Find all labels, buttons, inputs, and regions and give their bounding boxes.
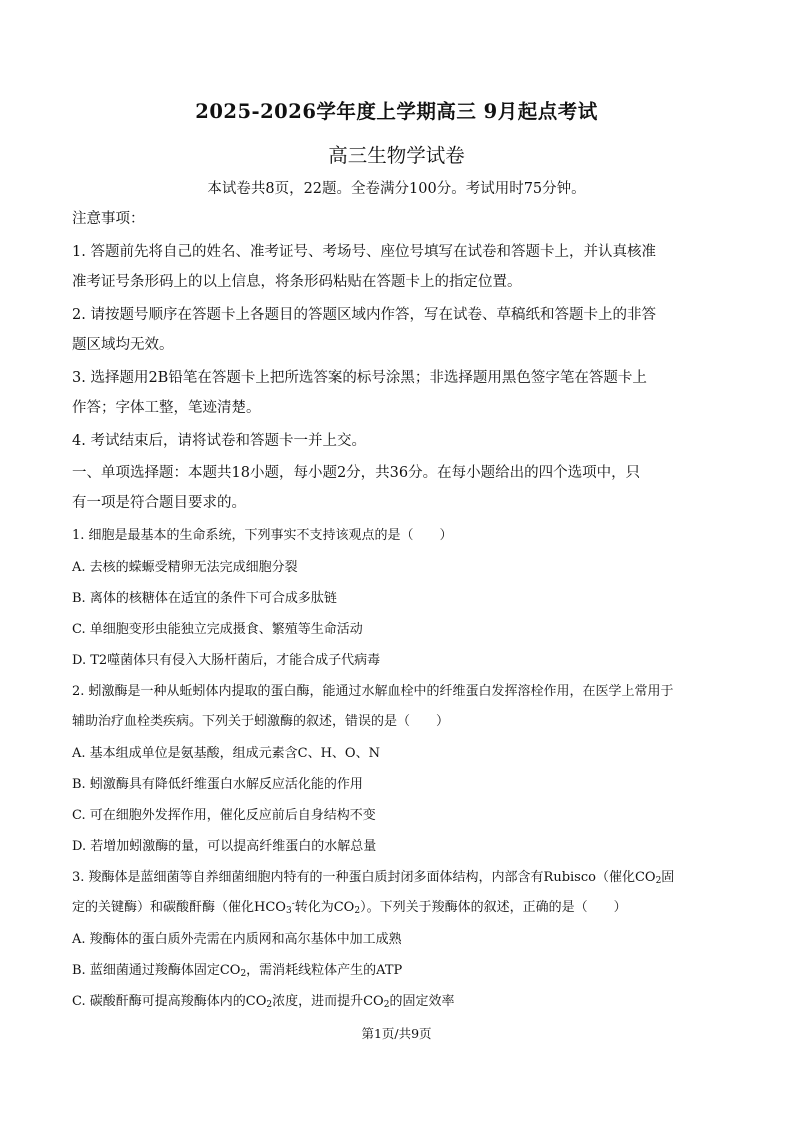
q1-option-a: A. 去核的蝾螈受精卵无法完成细胞分裂 [72, 560, 298, 575]
q3-option-b: B. 蓝细菌通过羧酶体固定$CO_2$，需消耗线粒体产生的ATP [72, 963, 403, 979]
q1-option-c: C. 单细胞变形虫能独立完成摄食、繁殖等生命活动 [72, 622, 363, 637]
notice-item-2-line-2: 题区域均无效。 [72, 337, 174, 353]
q1-option-b: B. 离体的核糖体在适宜的条件下可合成多肽链 [72, 591, 337, 606]
q3-stem-line-2: 定的关键酶）和碳酸酐酶（催化$HCO_3^-$转化为$CO_2$）。下列关于羧酶体的叙述，正确的是（ ） [72, 899, 627, 916]
q2-stem-line-1: 2. 蚓激酶是一种从蚯蚓体内提取的蛋白酶，能通过水解血栓中的纤维蛋白发挥溶栓作用，在医学上常用于 [72, 684, 674, 699]
exam-info: 本试卷共8页，22题。全卷满分100分。考试用时75分钟。 [207, 181, 586, 197]
q2-option-c: C. 可在细胞外发挥作用，催化反应前后自身结构不变 [72, 808, 376, 823]
notice-heading: 注意事项： [72, 211, 145, 227]
q3-option-c: C. 碳酸酐酶可提高羧酶体内的$CO_2$浓度，进而提升$CO_2$的固定效率 [72, 994, 455, 1010]
q2-option-d: D. 若增加蚓激酶的量，可以提高纤维蛋白的水解总量 [72, 839, 377, 854]
notice-item-1-line-2: 准考证号条形码上的以上信息，将条形码粘贴在答题卡上的指定位置。 [72, 274, 522, 290]
q2-option-b: B. 蚓激酶具有降低纤维蛋白水解反应活化能的作用 [72, 777, 363, 792]
q1-option-d: D. T2噬菌体只有侵入大肠杆菌后，才能合成子代病毒 [72, 653, 381, 668]
q3-stem-line-1: 3. 羧酶体是蓝细菌等自养细菌细胞内特有的一种蛋白质封闭多面体结构，内部含有Rubisco（催化$CO_2$固 [72, 870, 675, 886]
page-number: 第1页/共9页 [361, 1026, 432, 1041]
q2-option-a: A. 基本组成单位是氨基酸，组成元素含C、H、O、N [72, 746, 380, 761]
notice-item-3-line-2: 作答；字体工整，笔迹清楚。 [72, 400, 261, 416]
notice-item-2-line-1: 2. 请按题号顺序在答题卡上各题目的答题区域内作答，写在试卷、草稿纸和答题卡上的非答 [72, 307, 656, 323]
paper-title: 高三生物学试卷 [328, 144, 465, 167]
notice-item-3-line-1: 3. 选择题用2B铅笔在答题卡上把所选答案的标号涂黑；非选择题用黑色签字笔在答题卡上 [72, 370, 647, 386]
section-1-line-1: 一、单项选择题：本题共18小题，每小题2分，共36分。在每小题给出的四个选项中，只 [72, 465, 641, 481]
notice-item-4: 4. 考试结束后，请将试卷和答题卡一并上交。 [72, 433, 366, 449]
exam-title: 2025-2026学年度上学期高三 9月起点考试 [195, 100, 598, 123]
notice-item-1-line-1: 1. 答题前先将自己的姓名、准考证号、考场号、座位号填写在试卷和答题卡上，并认真核准 [72, 244, 656, 260]
q3-option-a: A. 羧酶体的蛋白质外壳需在内质网和高尔基体中加工成熟 [72, 932, 402, 947]
q2-stem-line-2: 辅助治疗血栓类疾病。下列关于蚓激酶的叙述，错误的是（ ） [72, 714, 450, 729]
section-1-line-2: 有一项是符合题目要求的。 [72, 495, 246, 511]
q1-stem: 1. 细胞是最基本的生命系统，下列事实不支持该观点的是（ ） [72, 528, 453, 543]
